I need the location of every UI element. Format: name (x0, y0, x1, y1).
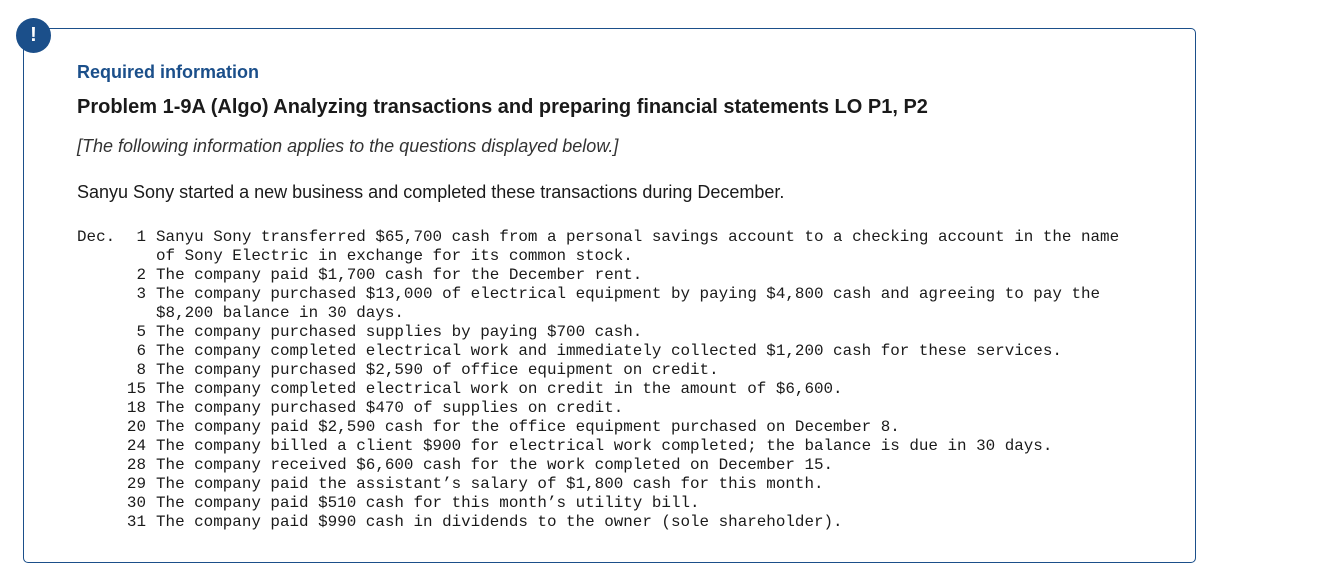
transaction-day: 29 (126, 475, 146, 493)
transaction-row (77, 361, 1119, 380)
transaction-row (77, 247, 1119, 266)
transaction-text: The company paid the assistant’s salary of $1,800 cash for this month. (156, 475, 824, 493)
transaction-month (77, 285, 119, 304)
transaction-text: of Sony Electric in exchange for its common stock. (156, 247, 633, 265)
section-label: Required information (77, 62, 260, 82)
transaction-day: 24 (126, 437, 146, 455)
transaction-month (77, 513, 119, 532)
transaction-text: The company received $6,600 cash for the work completed on December 15. (156, 456, 834, 474)
transaction-day: 28 (126, 456, 146, 474)
transaction-row (77, 475, 1119, 494)
transaction-month (77, 323, 119, 342)
transaction-row (77, 285, 1119, 304)
context-note: [The following information applies to the questions displayed below.] (77, 136, 619, 156)
transaction-row (77, 304, 1119, 323)
transaction-day: 30 (126, 494, 146, 512)
transaction-row (77, 418, 1119, 437)
transaction-text: The company purchased $2,590 of office equipment on credit. (156, 361, 719, 379)
transaction-month (77, 380, 119, 399)
transaction-day: 3 (136, 285, 146, 303)
transaction-day: 31 (126, 513, 146, 531)
transaction-month (77, 361, 119, 380)
transaction-day: 20 (126, 418, 146, 436)
transaction-day: 15 (126, 380, 146, 398)
transaction-day (119, 247, 146, 266)
transaction-month (77, 247, 119, 266)
transaction-text: The company purchased supplies by paying $700 cash. (156, 323, 643, 341)
transaction-text: $8,200 balance in 30 days. (156, 304, 404, 322)
transaction-text: The company paid $990 cash in dividends to the owner (sole shareholder). (156, 513, 843, 531)
transaction-month (77, 399, 119, 418)
transaction-month (77, 475, 119, 494)
required-information-card (23, 28, 1196, 563)
transaction-row (77, 399, 1119, 418)
transaction-day (119, 304, 146, 323)
transaction-day: 2 (136, 266, 146, 284)
transaction-row (77, 342, 1119, 361)
transaction-month (77, 494, 119, 513)
transaction-text: The company paid $2,590 cash for the office equipment purchased on December 8. (156, 418, 900, 436)
intro-text: Sanyu Sony started a new business and completed these transactions during December. (77, 182, 785, 202)
alert-icon: ! (16, 18, 51, 53)
transaction-row (77, 456, 1119, 475)
transaction-text: The company completed electrical work and immediately collected $1,200 cash for these services. (156, 342, 1062, 360)
transaction-text: The company billed a client $900 for electrical work completed; the balance is due in 30 days. (156, 437, 1053, 455)
transaction-row (77, 228, 1119, 247)
transaction-row (77, 437, 1119, 456)
problem-title: Problem 1-9A (Algo) Analyzing transactions and preparing financial statements LO P1, P2 (77, 96, 928, 118)
transaction-month: Dec. (77, 228, 116, 246)
transaction-day: 5 (136, 323, 146, 341)
transaction-row (77, 494, 1119, 513)
transaction-text: The company purchased $470 of supplies on credit. (156, 399, 624, 417)
transaction-row (77, 266, 1119, 285)
transaction-day: 8 (136, 361, 146, 379)
transaction-month (77, 456, 119, 475)
transaction-row (77, 513, 1119, 532)
transaction-day: 18 (126, 399, 146, 417)
transaction-day: 6 (136, 342, 146, 360)
transaction-text: The company paid $1,700 cash for the December rent. (156, 266, 643, 284)
transaction-text: The company completed electrical work on credit in the amount of $6,600. (156, 380, 843, 398)
transaction-month (77, 437, 119, 456)
transaction-month (77, 304, 119, 323)
transaction-month (77, 342, 119, 361)
transaction-day: 1 (136, 228, 146, 246)
transaction-month (77, 418, 119, 437)
transaction-text: The company purchased $13,000 of electrical equipment by paying $4,800 cash and agreeing to pay the (156, 285, 1101, 303)
transaction-month (77, 266, 119, 285)
transaction-row (77, 323, 1119, 342)
transactions-list (77, 228, 1119, 532)
transaction-text: The company paid $510 cash for this month’s utility bill. (156, 494, 700, 512)
transaction-text: Sanyu Sony transferred $65,700 cash from a personal savings account to a checking account in the name (156, 228, 1120, 246)
transaction-row (77, 380, 1119, 399)
